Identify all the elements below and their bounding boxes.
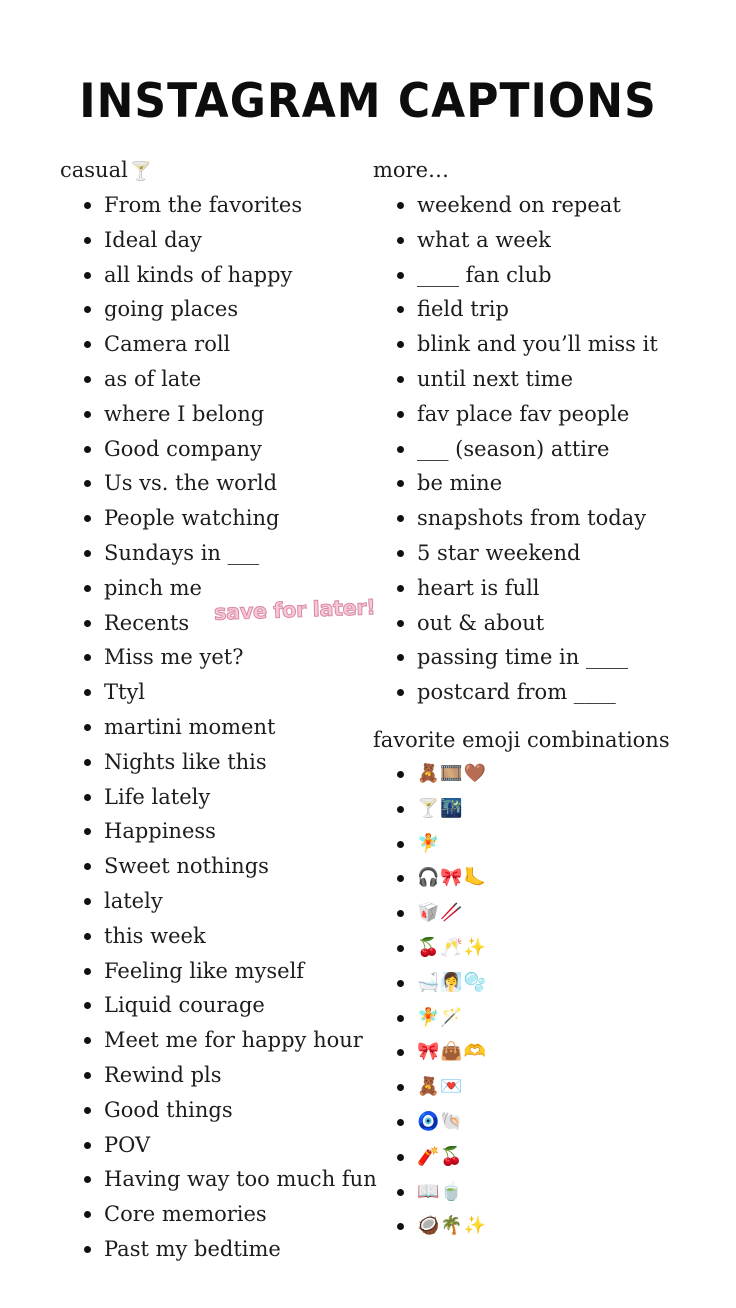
bullet-icon xyxy=(397,341,404,348)
casual-caption-item-text: Recents xyxy=(104,610,190,635)
bullet-icon xyxy=(397,875,404,882)
bullet-icon xyxy=(397,411,404,418)
emoji-combination-item-text: 🧿🐚 xyxy=(417,1110,464,1132)
emoji-combination-item-text: 📖🍵 xyxy=(417,1180,464,1202)
bullet-icon xyxy=(84,585,91,592)
bullet-icon xyxy=(84,515,91,522)
bullet-icon xyxy=(397,515,404,522)
bullet-icon xyxy=(84,376,91,383)
more-caption-item-text: 5 star weekend xyxy=(417,540,581,565)
more-caption-item-text: be mine xyxy=(417,471,503,496)
casual-caption-item-text: Nights like this xyxy=(104,749,267,774)
bullet-icon xyxy=(84,1107,91,1114)
bullet-icon xyxy=(397,306,404,313)
bullet-icon xyxy=(397,376,404,383)
bullet-icon xyxy=(84,863,91,870)
more-heading: more… xyxy=(373,158,450,182)
bullet-icon xyxy=(84,689,91,696)
casual-caption-item-text: Feeling like myself xyxy=(104,958,305,983)
bullet-icon xyxy=(397,806,404,813)
emoji-heading: favorite emoji combinations xyxy=(373,728,670,752)
bullet-icon xyxy=(84,1002,91,1009)
emoji-combination-item-text: 🧸🎞️🤎 xyxy=(417,763,488,784)
bullet-icon xyxy=(397,910,404,917)
casual-caption-item-text: Sundays in ___ xyxy=(104,540,260,565)
emoji-combination-item-text: 🥡🥢 xyxy=(417,902,464,924)
more-caption-item-text: fav place fav people xyxy=(417,401,630,426)
more-caption-item-text: weekend on repeat xyxy=(417,193,621,217)
bullet-icon xyxy=(84,341,91,348)
casual-caption-item-text: Core memories xyxy=(104,1202,267,1227)
bullet-icon xyxy=(397,1015,404,1022)
more-caption-item-text: what a week xyxy=(417,227,551,252)
casual-caption-item-text: Sweet nothings xyxy=(104,854,269,879)
casual-caption-item-text: Life lately xyxy=(104,784,211,809)
bullet-icon xyxy=(84,446,91,453)
casual-caption-item-text: Past my bedtime xyxy=(104,1236,281,1261)
casual-caption-item-text: as of late xyxy=(104,366,202,391)
bullet-icon xyxy=(84,794,91,801)
bullet-icon xyxy=(397,841,404,848)
casual-caption-item-text: Meet me for happy hour xyxy=(104,1028,363,1053)
casual-caption-item-text: Ttyl xyxy=(104,680,146,705)
casual-caption-item-text: People watching xyxy=(104,506,280,531)
emoji-combination-item-text: 🧸💌 xyxy=(417,1076,464,1098)
casual-heading xyxy=(60,158,152,182)
emoji-combination-item-text: 🍒🥂✨ xyxy=(417,936,488,958)
bullet-icon xyxy=(397,620,404,627)
bullet-icon xyxy=(397,585,404,592)
casual-caption-item-text: Good things xyxy=(104,1097,233,1122)
bullet-icon xyxy=(84,968,91,975)
casual-caption-item-text: all kinds of happy xyxy=(104,262,293,287)
more-caption-item-text: until next time xyxy=(417,366,574,391)
casual-caption-item-text: pinch me xyxy=(104,575,202,600)
bullet-icon xyxy=(84,272,91,279)
bullet-icon xyxy=(397,654,404,661)
more-caption-item-text: postcard from ____ xyxy=(417,680,616,705)
bullet-icon xyxy=(397,1154,404,1161)
bullet-icon xyxy=(397,237,404,244)
bullet-icon xyxy=(84,306,91,313)
bullet-icon xyxy=(397,1189,404,1196)
casual-caption-item-text: Us vs. the world xyxy=(104,471,278,496)
bullet-icon xyxy=(397,272,404,279)
casual-caption-item-text: Ideal day xyxy=(104,227,202,252)
casual-caption-item-text: Having way too much fun xyxy=(104,1167,377,1192)
martini-icon: 🍸 xyxy=(129,161,153,182)
bullet-icon xyxy=(84,1211,91,1218)
bullet-icon xyxy=(84,828,91,835)
bullet-icon xyxy=(397,945,404,952)
bullet-icon xyxy=(84,202,91,209)
page-title: INSTAGRAM CAPTIONS xyxy=(79,73,657,130)
emoji-combination-item-text: 🧨🍒 xyxy=(417,1145,464,1167)
casual-caption-item-text: going places xyxy=(104,297,239,322)
casual-caption-item-text: From the favorites xyxy=(104,193,303,217)
more-caption-item-text: ___ (season) attire xyxy=(417,436,610,461)
more-caption-item-text: field trip xyxy=(417,297,509,322)
bullet-icon xyxy=(397,1223,404,1230)
casual-caption-item-text: Happiness xyxy=(104,819,216,844)
emoji-combination-item-text: 🛁🧖‍♀️🫧 xyxy=(417,971,488,993)
casual-caption-item-text: where I belong xyxy=(104,401,265,426)
bullet-icon xyxy=(84,1176,91,1183)
bullet-icon xyxy=(84,480,91,487)
casual-caption-item-text: Miss me yet? xyxy=(104,645,244,670)
casual-caption-item-text: Liquid courage xyxy=(104,993,265,1018)
bullet-icon xyxy=(397,446,404,453)
bullet-icon xyxy=(84,654,91,661)
more-caption-item-text: snapshots from today xyxy=(417,506,647,531)
bullet-icon xyxy=(84,411,91,418)
casual-caption-item-text: Camera roll xyxy=(104,332,231,357)
bullet-icon xyxy=(397,1084,404,1091)
emoji-combination-item-text: 🎀👜🫶 xyxy=(417,1041,488,1063)
bullet-icon xyxy=(397,1119,404,1126)
bullet-icon xyxy=(397,980,404,987)
bullet-icon xyxy=(84,237,91,244)
bullet-icon xyxy=(397,771,404,778)
casual-caption-item-text: Rewind pls xyxy=(104,1062,222,1087)
more-caption-item-text: out & about xyxy=(417,610,545,635)
bullet-icon xyxy=(84,724,91,731)
bullet-icon xyxy=(84,1246,91,1253)
more-caption-item-text: blink and you’ll miss it xyxy=(417,332,658,357)
casual-caption-item-text: this week xyxy=(104,923,206,948)
casual-caption-item-text: Good company xyxy=(104,436,262,461)
more-caption-item-text: ____ fan club xyxy=(417,262,552,287)
emoji-combination-item-text: 🧚 xyxy=(417,832,441,854)
bullet-icon xyxy=(84,620,91,627)
casual-caption-item-text: martini moment xyxy=(104,714,276,739)
bullet-icon xyxy=(84,550,91,557)
emoji-combination-item-text: 🧚🪄 xyxy=(417,1006,464,1028)
bullet-icon xyxy=(84,1037,91,1044)
emoji-combination-item-text: 🍸🌃 xyxy=(417,797,464,819)
bullet-icon xyxy=(397,1049,404,1056)
bullet-icon xyxy=(397,689,404,696)
bullet-icon xyxy=(84,759,91,766)
more-caption-item-text: passing time in ____ xyxy=(417,645,628,670)
bullet-icon xyxy=(84,1072,91,1079)
bullet-icon xyxy=(397,202,404,209)
more-caption-item-text: heart is full xyxy=(417,575,540,600)
casual-caption-item-text: lately xyxy=(104,888,163,913)
save-for-later-sticker: save for later! xyxy=(213,595,376,625)
emoji-combination-item-text: 🥥🌴✨ xyxy=(417,1215,488,1237)
bullet-icon xyxy=(84,933,91,940)
casual-caption-item-text: POV xyxy=(104,1132,151,1157)
bullet-icon xyxy=(397,480,404,487)
bullet-icon xyxy=(84,1142,91,1149)
emoji-combination-item-text: 🎧🎀🦶 xyxy=(417,867,488,889)
casual-heading-label: casual xyxy=(60,158,128,182)
bullet-icon xyxy=(84,898,91,905)
bullet-icon xyxy=(397,550,404,557)
